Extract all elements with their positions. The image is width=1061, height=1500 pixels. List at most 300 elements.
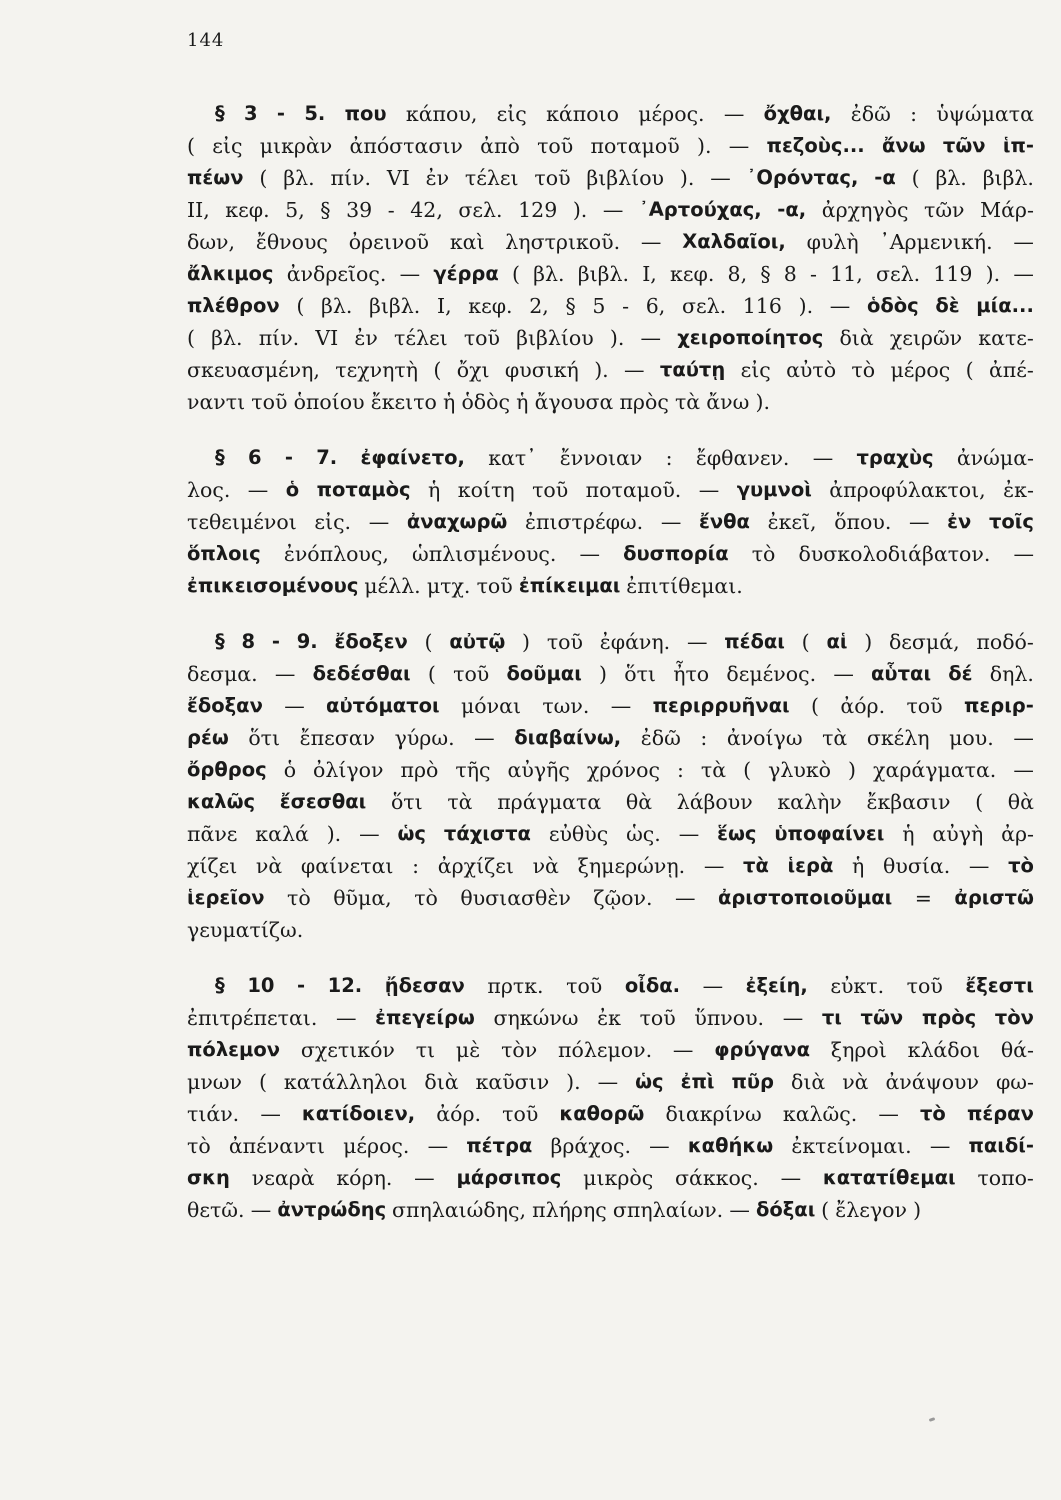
gloss-word: ( — [187, 134, 195, 158]
gloss-word: βλ. — [935, 166, 967, 190]
headword: 8 — [241, 630, 256, 653]
gloss-word: δεμένος. — [726, 662, 817, 686]
gloss-word: εὐκτ. — [830, 974, 885, 998]
gloss-word: ἐκτείνομαι. — [791, 1134, 912, 1158]
gloss-word: I, — [642, 262, 657, 286]
gloss-word: τεχνητὴ — [335, 358, 419, 382]
gloss-word: ποταμοῦ. — [585, 478, 682, 502]
gloss-word: χειρῶν — [889, 326, 963, 350]
gloss-word: ( — [259, 166, 268, 190]
gloss-word: § — [565, 294, 576, 318]
gloss-word: καλά — [255, 822, 309, 846]
gloss-word: χρόνος — [586, 758, 660, 782]
gloss-word: νεαρὰ — [251, 1166, 315, 1190]
gloss-word: ξημερώνῃ. — [577, 854, 686, 878]
headword: μία... — [976, 294, 1034, 317]
gloss-word: ἐδῶ — [640, 726, 681, 750]
gloss-word: — — [1013, 230, 1034, 254]
gloss-word: ( — [965, 358, 974, 382]
headword: - — [284, 446, 293, 469]
gloss-word: 116 — [742, 294, 782, 318]
headword: 6 — [248, 446, 262, 469]
headword: καθήκω — [687, 1134, 774, 1157]
gloss-word: τοπο- — [977, 1166, 1034, 1190]
headword: ἱερεῖον — [187, 886, 265, 909]
gloss-word: βράχος. — [550, 1134, 632, 1158]
text-line — [187, 818, 1034, 850]
gloss-word: ἄνω — [706, 390, 750, 414]
headword: τραχὺς — [856, 446, 934, 469]
gloss-word: τὸ — [187, 1134, 211, 1158]
gloss-word: : — [910, 102, 918, 126]
headword: τὸ — [1008, 854, 1034, 877]
gloss-word: μου. — [949, 726, 994, 750]
gloss-word: πᾶνε — [187, 822, 238, 846]
gloss-word: ἐκ- — [1003, 478, 1034, 502]
gloss-word: εἰς — [212, 134, 243, 158]
headword: δέ — [948, 662, 973, 685]
headword: δόξαι — [755, 1198, 816, 1221]
headword: γυμνοὶ — [736, 478, 812, 501]
gloss-word: τὸ — [414, 886, 438, 910]
gloss-word: σελ. — [458, 198, 503, 222]
text-line — [187, 386, 1034, 418]
gloss-word: ) — [848, 758, 857, 782]
gloss-word: ἀόρ. — [840, 694, 886, 718]
gloss-word: βλ. — [321, 294, 353, 318]
gloss-word: — — [1013, 542, 1034, 566]
gloss-word: — — [672, 1038, 694, 1062]
headword: ὡς — [635, 1070, 664, 1093]
gloss-word: ) — [864, 630, 873, 654]
headword: χειροποίητος — [677, 326, 824, 349]
gloss-word: — — [624, 358, 645, 382]
gloss-word: αὐγὴ — [932, 822, 984, 846]
gloss-word: ( — [743, 758, 752, 782]
headword: 3 — [244, 102, 258, 125]
headword: - — [271, 630, 280, 653]
text-line — [187, 722, 1034, 754]
headword: § — [215, 102, 225, 125]
gloss-word: ). — [326, 822, 342, 846]
gloss-word: ἡ — [902, 822, 915, 846]
gloss-word: — — [723, 102, 745, 126]
gloss-word: ἐπιτίθεμαι. — [626, 574, 743, 598]
headword: αὗται — [871, 662, 932, 685]
gloss-word: ἀρχίζει — [437, 854, 514, 878]
gloss-word: ποδό- — [976, 630, 1034, 654]
headword: ἕως — [717, 822, 757, 845]
gloss-word: ἡ — [443, 390, 456, 414]
gloss-word: καλῶς. — [782, 1102, 858, 1126]
gloss-word: I, — [436, 294, 452, 318]
headword: πόλεμον — [187, 1038, 281, 1061]
headword: κατίδοιεν, — [301, 1102, 416, 1125]
headword: ἱπ- — [1002, 134, 1034, 157]
gloss-word: — — [250, 1198, 272, 1222]
text-line — [187, 850, 1034, 882]
headword: - — [276, 102, 286, 125]
gloss-word: ( — [258, 1070, 267, 1094]
gloss-word: ). — [679, 166, 695, 190]
gloss-word: : — [412, 854, 420, 878]
gloss-word: μέρος. — [343, 1134, 410, 1158]
gloss-word: ). — [594, 358, 609, 382]
text-line — [187, 626, 1034, 658]
gloss-word: τοῦ — [534, 166, 571, 190]
text-line — [187, 754, 1034, 786]
gloss-word: τὸ — [287, 886, 311, 910]
gloss-word: VI — [315, 326, 339, 350]
headword: ἔξεστι — [965, 974, 1034, 997]
gloss-word: : — [676, 758, 684, 782]
gloss-word: ἐφάνη. — [599, 630, 671, 654]
gloss-word: ἔπεσαν — [299, 726, 376, 750]
gloss-word: κατε- — [978, 326, 1034, 350]
gloss-word: — — [878, 1102, 899, 1126]
headword: ὅπλοις — [187, 542, 261, 565]
gloss-word: θὰ — [625, 790, 653, 814]
headword: § — [215, 630, 225, 653]
gloss-word: κεφ. — [225, 198, 270, 222]
gloss-word: ὡπλισμένους. — [411, 542, 557, 566]
gloss-word: θὰ — [1007, 790, 1034, 814]
text-line — [187, 194, 1034, 226]
gloss-word: — — [640, 326, 662, 350]
gloss-word: θυσιασθὲν — [460, 886, 571, 910]
gloss-word: ἐν — [354, 326, 378, 350]
gloss-word: ἔκειτο — [370, 390, 437, 414]
gloss-word: μέλλ. — [364, 574, 421, 598]
text-line — [187, 914, 1034, 946]
gloss-word: πλήρης — [532, 1198, 607, 1222]
gloss-word: πρὸ — [400, 758, 439, 782]
gloss-word: — — [729, 1198, 750, 1222]
gloss-word: βλ. — [211, 326, 243, 350]
headword: τάχιστα — [443, 822, 531, 845]
gloss-word: — — [359, 822, 380, 846]
text-line — [187, 442, 1034, 474]
section-4 — [187, 970, 1034, 1226]
gloss-word: φυλὴ — [806, 230, 859, 254]
gloss-word: σχετικόν — [300, 1038, 395, 1062]
gloss-word: τὰ — [822, 726, 848, 750]
gloss-word: — — [260, 1102, 281, 1126]
section-3 — [187, 626, 1034, 946]
section-1 — [187, 98, 1034, 418]
headword: φρύγανα — [714, 1038, 810, 1061]
gloss-word: θετῶ. — [187, 1198, 245, 1222]
text-line — [187, 658, 1034, 690]
gloss-word: ξηροὶ — [830, 1038, 887, 1062]
gloss-word: βλ. — [283, 166, 315, 190]
gloss-word: ἀπὸ — [480, 134, 520, 158]
gloss-word: ὁ — [283, 758, 297, 782]
gloss-word: ποταμοῦ — [590, 134, 680, 158]
gloss-word: ὡς. — [626, 822, 661, 846]
gloss-word: ἐκ — [597, 1006, 621, 1030]
gloss-word: ὁδὸς — [461, 390, 510, 414]
gloss-word: = — [914, 886, 932, 910]
gloss-word: ὅτι — [390, 790, 423, 814]
gloss-word: — — [649, 1134, 670, 1158]
headword: ἱερὰ — [787, 854, 834, 877]
gloss-word: ἀρχηγὸς — [821, 198, 909, 222]
headword: -α, — [777, 198, 807, 221]
gloss-word: κάπου, — [405, 102, 478, 126]
headword: 7. — [316, 446, 338, 469]
gloss-word: ἀόρ. — [436, 1102, 482, 1126]
gloss-word: διὰ — [790, 1070, 826, 1094]
headword: τὸν — [994, 1006, 1034, 1029]
gloss-word: ). — [572, 198, 588, 222]
gloss-word: εἰς — [496, 102, 527, 126]
gloss-word: ὅτι — [248, 726, 281, 750]
gloss-word: τοῦ — [566, 974, 603, 998]
text-line — [187, 290, 1034, 322]
headword: δυσπορία — [623, 542, 729, 565]
headword: γέρρα — [433, 262, 499, 285]
text-line — [187, 258, 1034, 290]
gloss-word: τοῦ — [532, 478, 569, 502]
headword: - — [297, 974, 306, 997]
headword: 9. — [296, 630, 318, 653]
headword: πεζοὺς... — [766, 134, 865, 157]
gloss-word: ). — [755, 390, 770, 414]
gloss-word: ( — [801, 630, 810, 654]
gloss-word: φω- — [995, 1070, 1034, 1094]
headword: 5. — [304, 102, 326, 125]
headword: ἐπικεισομένους — [187, 574, 359, 597]
headword: πέων — [187, 166, 244, 189]
gloss-word: διὰ — [839, 326, 874, 350]
gloss-word: 8, — [727, 262, 748, 286]
gloss-word: βιβλ. — [369, 294, 421, 318]
gloss-word: τοῦ — [453, 662, 490, 686]
headword: τι — [821, 1006, 842, 1029]
headword: ᾿Ορόντας, — [746, 166, 859, 189]
headword: ἀντρώδης — [277, 1198, 387, 1221]
gloss-word: 8 — [783, 262, 797, 286]
gloss-word: δυσκολοδιάβατον. — [798, 542, 991, 566]
gloss-word: γλυκὸ — [768, 758, 832, 782]
gloss-word: — — [710, 166, 731, 190]
headword: πέτρα — [466, 1134, 533, 1157]
gloss-word: των. — [542, 694, 590, 718]
gloss-word: εἰς — [740, 358, 771, 382]
text-line — [187, 570, 1034, 602]
gloss-word: νὰ — [842, 1070, 869, 1094]
gloss-word: ἔννοιαν — [559, 446, 643, 470]
gloss-word: πίν. — [330, 166, 371, 190]
gloss-word: : — [665, 446, 673, 470]
headword: 10 — [247, 974, 275, 997]
gloss-word: κεφ. — [468, 294, 513, 318]
text-line — [187, 1130, 1034, 1162]
gloss-word: ἡ — [852, 854, 865, 878]
headword: ἐπεγείρω — [375, 1006, 475, 1029]
gloss-word: ). — [609, 326, 625, 350]
headword: ἄνω — [881, 134, 926, 157]
gloss-word: — — [780, 1166, 802, 1190]
gloss-word: σηκώνω — [493, 1006, 579, 1030]
section-2 — [187, 442, 1034, 602]
text-line — [187, 1098, 1034, 1130]
gloss-word: ἔκβασιν — [866, 790, 951, 814]
gloss-word: κεφ. — [670, 262, 715, 286]
gloss-word: ( — [975, 790, 984, 814]
headword: δὲ — [935, 294, 960, 317]
gloss-word: θῦμα, — [333, 886, 392, 910]
gloss-word: ἡ — [516, 390, 529, 414]
gloss-word: ἀπροφύλακτοι, — [829, 478, 986, 502]
gloss-word: μόναι — [460, 694, 521, 718]
gloss-word: 2, — [529, 294, 549, 318]
gloss-word: σκευασμένη, — [187, 358, 320, 382]
headword: ὄρθρος — [187, 758, 267, 781]
gloss-word: τοῦ — [463, 326, 500, 350]
gloss-word: τοῦ — [537, 134, 574, 158]
gloss-word: ( — [821, 1198, 830, 1222]
gloss-word: — — [610, 694, 632, 718]
headword: ρέω — [187, 726, 229, 749]
text-line — [187, 1066, 1034, 1098]
headword: ἐν — [947, 510, 972, 533]
gloss-word: μέρος — [890, 358, 951, 382]
gloss-word: ἔφθανεν. — [695, 446, 790, 470]
gloss-word: διὰ — [424, 1070, 459, 1094]
gloss-word: — — [1013, 726, 1034, 750]
gloss-word: βιβλίου — [516, 326, 594, 350]
gloss-word: 129 — [518, 198, 558, 222]
gloss-word: καῦσιν — [475, 1070, 550, 1094]
headword: περιρ- — [963, 694, 1034, 717]
gloss-word: — — [782, 1006, 804, 1030]
gloss-word: δηλ. — [989, 662, 1034, 686]
text-line — [187, 970, 1034, 1002]
gloss-word: μνων — [187, 1070, 242, 1094]
headword: § — [215, 974, 225, 997]
gloss-word: 42, — [410, 198, 443, 222]
gloss-word: λάβουν — [676, 790, 753, 814]
gloss-word: — — [812, 446, 834, 470]
gloss-word: λος. — [187, 478, 231, 502]
gloss-word: ) — [522, 630, 531, 654]
gloss-word: τοῦ — [639, 1006, 676, 1030]
gloss-word: 5 — [592, 294, 606, 318]
headword: ἔσεσθαι — [279, 790, 367, 813]
headword: ἀριστῶ — [954, 886, 1034, 909]
gloss-word: ὀλίγον — [313, 758, 384, 782]
gloss-word: — — [602, 198, 624, 222]
text-line — [187, 322, 1034, 354]
gloss-word: γύρω. — [394, 726, 455, 750]
text-line — [187, 506, 1034, 538]
gloss-word: ) — [913, 1198, 922, 1222]
text-line — [187, 786, 1034, 818]
gloss-word: πρὸς — [619, 390, 669, 414]
gloss-word: νὰ — [255, 854, 283, 878]
text-line — [187, 882, 1034, 914]
gloss-word: τὸ — [851, 358, 876, 382]
gloss-word: σπηλαιώδης, — [392, 1198, 527, 1222]
gloss-word: τὸν — [501, 1038, 538, 1062]
gloss-word: κατ᾿ — [488, 446, 537, 470]
headword: πρὸς — [921, 1006, 977, 1029]
headword: ἔδοξεν — [334, 630, 408, 653]
gloss-word: τῆς — [455, 758, 491, 782]
headword: ἐξείη, — [745, 974, 808, 997]
headword: δοῦμαι — [506, 662, 582, 685]
gloss-word: πρτκ. — [487, 974, 544, 998]
gloss-word: μέρος. — [638, 102, 705, 126]
gloss-word: κοίτη — [457, 478, 515, 502]
gloss-word: ἀπόστασιν — [349, 134, 463, 158]
headword: αἱ — [826, 630, 848, 653]
gloss-word: ἔθνους — [255, 230, 328, 254]
headword: ὄχθαι, — [763, 102, 832, 125]
gloss-word: ). — [985, 262, 1001, 286]
gloss-word: ( — [427, 662, 436, 686]
headword: δεδέσθαι — [312, 662, 411, 685]
gloss-word: χαράγματα. — [873, 758, 997, 782]
gloss-word: — — [703, 854, 725, 878]
gloss-word: αὐγῆς — [507, 758, 570, 782]
gloss-word: — — [399, 262, 421, 286]
gloss-word: ). — [566, 1070, 581, 1094]
gloss-word: — — [909, 510, 930, 534]
gloss-word: σελ. — [875, 262, 921, 286]
gloss-word: ὁποίου — [293, 390, 365, 414]
gloss-word: — — [284, 694, 305, 718]
gloss-word: ὅτι — [624, 662, 656, 686]
gloss-word: τεθειμένοι — [187, 510, 297, 534]
headword: πῦρ — [731, 1070, 775, 1093]
gloss-word: κάποιο — [546, 102, 619, 126]
gloss-word: τὰ — [674, 390, 701, 414]
gloss-word: ) — [599, 662, 608, 686]
gloss-word: βιβλ. — [577, 262, 629, 286]
text-line — [187, 354, 1034, 386]
headword: μάρσιπος — [456, 1166, 562, 1189]
gloss-word: — — [274, 662, 296, 686]
gloss-word: εὐθὺς — [548, 822, 609, 846]
headword: 12. — [327, 974, 363, 997]
headword: τῶν — [942, 134, 986, 157]
text-line — [187, 1034, 1034, 1066]
gloss-word: ἔλεγον — [835, 1198, 907, 1222]
gloss-word: — — [474, 726, 495, 750]
gloss-word: σκέλη — [866, 726, 930, 750]
gloss-word: 6, — [645, 294, 666, 318]
gloss-word: ἀνοίγω — [726, 726, 803, 750]
gloss-word: ζῷον. — [593, 886, 653, 910]
headword: παιδί- — [968, 1134, 1034, 1157]
text-line — [187, 1162, 1034, 1194]
headword: κατατίθεμαι — [822, 1166, 956, 1189]
gloss-word: καὶ — [449, 230, 485, 254]
gloss-word: μικρὰν — [259, 134, 333, 158]
gloss-word: τέλει — [394, 326, 448, 350]
headword: ᾿Αρτούχας, — [638, 198, 762, 221]
gloss-word: — — [579, 542, 600, 566]
gloss-word: ἀνάψουν — [885, 1070, 979, 1094]
headword: ἐφαίνετο, — [360, 446, 465, 469]
text-line — [187, 474, 1034, 506]
gloss-word: μτχ. — [426, 574, 471, 598]
headword: ἀναχωρῶ — [406, 510, 508, 533]
gloss-word: ( — [424, 630, 433, 654]
